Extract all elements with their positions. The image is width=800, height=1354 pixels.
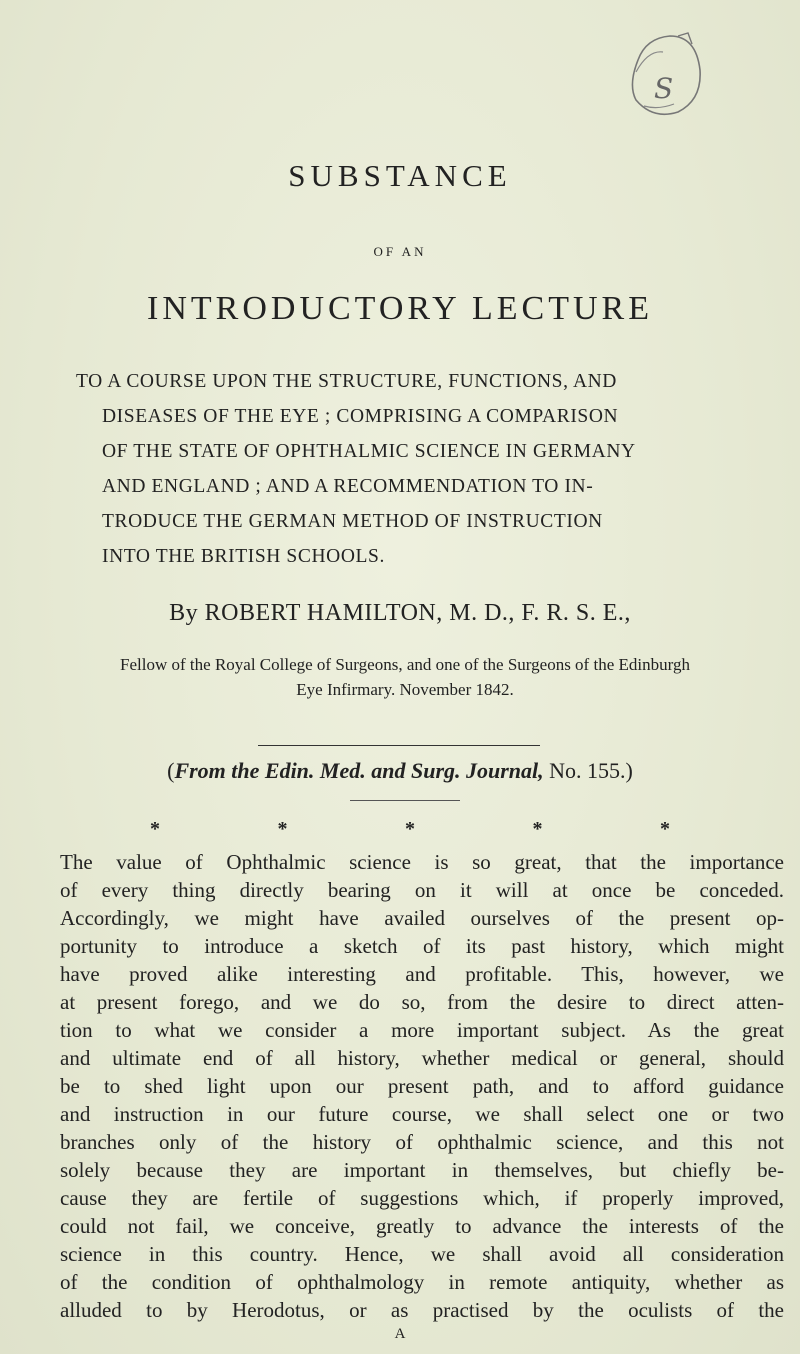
star: * [277,818,288,840]
body-line: The value of Ophthalmic science is so great, that the importance [60,850,784,874]
body-line: of every thing directly bearing on it will at once be conceded. [60,878,784,902]
body-line: be to shed light upon our present path, and to afford guidance [60,1074,784,1098]
svg-text:S: S [654,72,674,105]
title-introductory-lecture: INTRODUCTORY LECTURE [147,290,653,327]
body-line: at present forego, and we do so, from the desire to direct atten- [60,990,784,1014]
star: * [405,818,415,840]
divider-rule [258,745,540,746]
title-of-an: OF AN [373,244,427,259]
star: * [150,818,160,840]
divider-rule-short [350,800,460,801]
body-line: cause they are fertile of suggestions which, if properly improved, [60,1186,784,1210]
source-citation: (From the Edin. Med. and Surg. Journal, No. 155.) [167,758,633,783]
body-line: alluded to by Herodotus, or as practised by the oculists of the [60,1298,784,1322]
journal-name: From the Edin. Med. and Surg. Journal, [174,758,544,783]
body-paragraph [60,848,784,1324]
body-line: science in this country. Hence, we shall avoid all consideration [60,1242,784,1266]
subtitle-line: AND ENGLAND ; AND A RECOMMENDATION TO IN- [102,476,594,497]
subtitle-line: TO A COURSE UPON THE STRUCTURE, FUNCTIONS, AND [76,371,617,392]
affiliation-line: Eye Infirmary. November 1842. [296,680,514,699]
star: * [532,818,543,840]
title-substance: SUBSTANCE [288,158,512,193]
body-line: solely because they are important in themselves, but chiefly be- [60,1158,784,1182]
body-line: tion to what we consider a more important subject. As the great [60,1018,784,1042]
affiliation-line: Fellow of the Royal College of Surgeons, and one of the Surgeons of the Edinburgh [120,655,690,674]
signature-mark: A [394,1326,406,1342]
subtitle-line: OF THE STATE OF OPHTHALMIC SCIENCE IN GERMANY [102,441,636,462]
author-affiliation [30,652,780,702]
body-line: and ultimate end of all history, whether medical or general, should [60,1046,784,1070]
body-line: of the condition of ophthalmology in remote antiquity, whether as [60,1270,784,1294]
body-line: portunity to introduce a sketch of its past history, which might [60,934,784,958]
subtitle-line: TRODUCE THE GERMAN METHOD OF INSTRUCTION [102,511,603,532]
asterism [150,818,670,841]
body-line: branches only of the history of ophthalmic science, and this not [60,1130,784,1154]
body-line: Accordingly, we might have availed ourselves of the present op- [60,906,784,930]
subtitle-line: INTO THE BRITISH SCHOOLS. [102,546,385,567]
star: * [660,818,670,840]
subtitle-block [76,364,766,574]
body-line: could not fail, we conceive, greatly to advance the interests of the [60,1214,784,1238]
library-stamp-icon [608,30,708,120]
body-line: have proved alike interesting and profitable. This, however, we [60,962,784,986]
author-line: By ROBERT HAMILTON, M. D., F. R. S. E., [169,600,631,626]
body-line: and instruction in our future course, we shall select one or two [60,1102,784,1126]
subtitle-line: DISEASES OF THE EYE ; COMPRISING A COMPARISON [102,406,619,427]
